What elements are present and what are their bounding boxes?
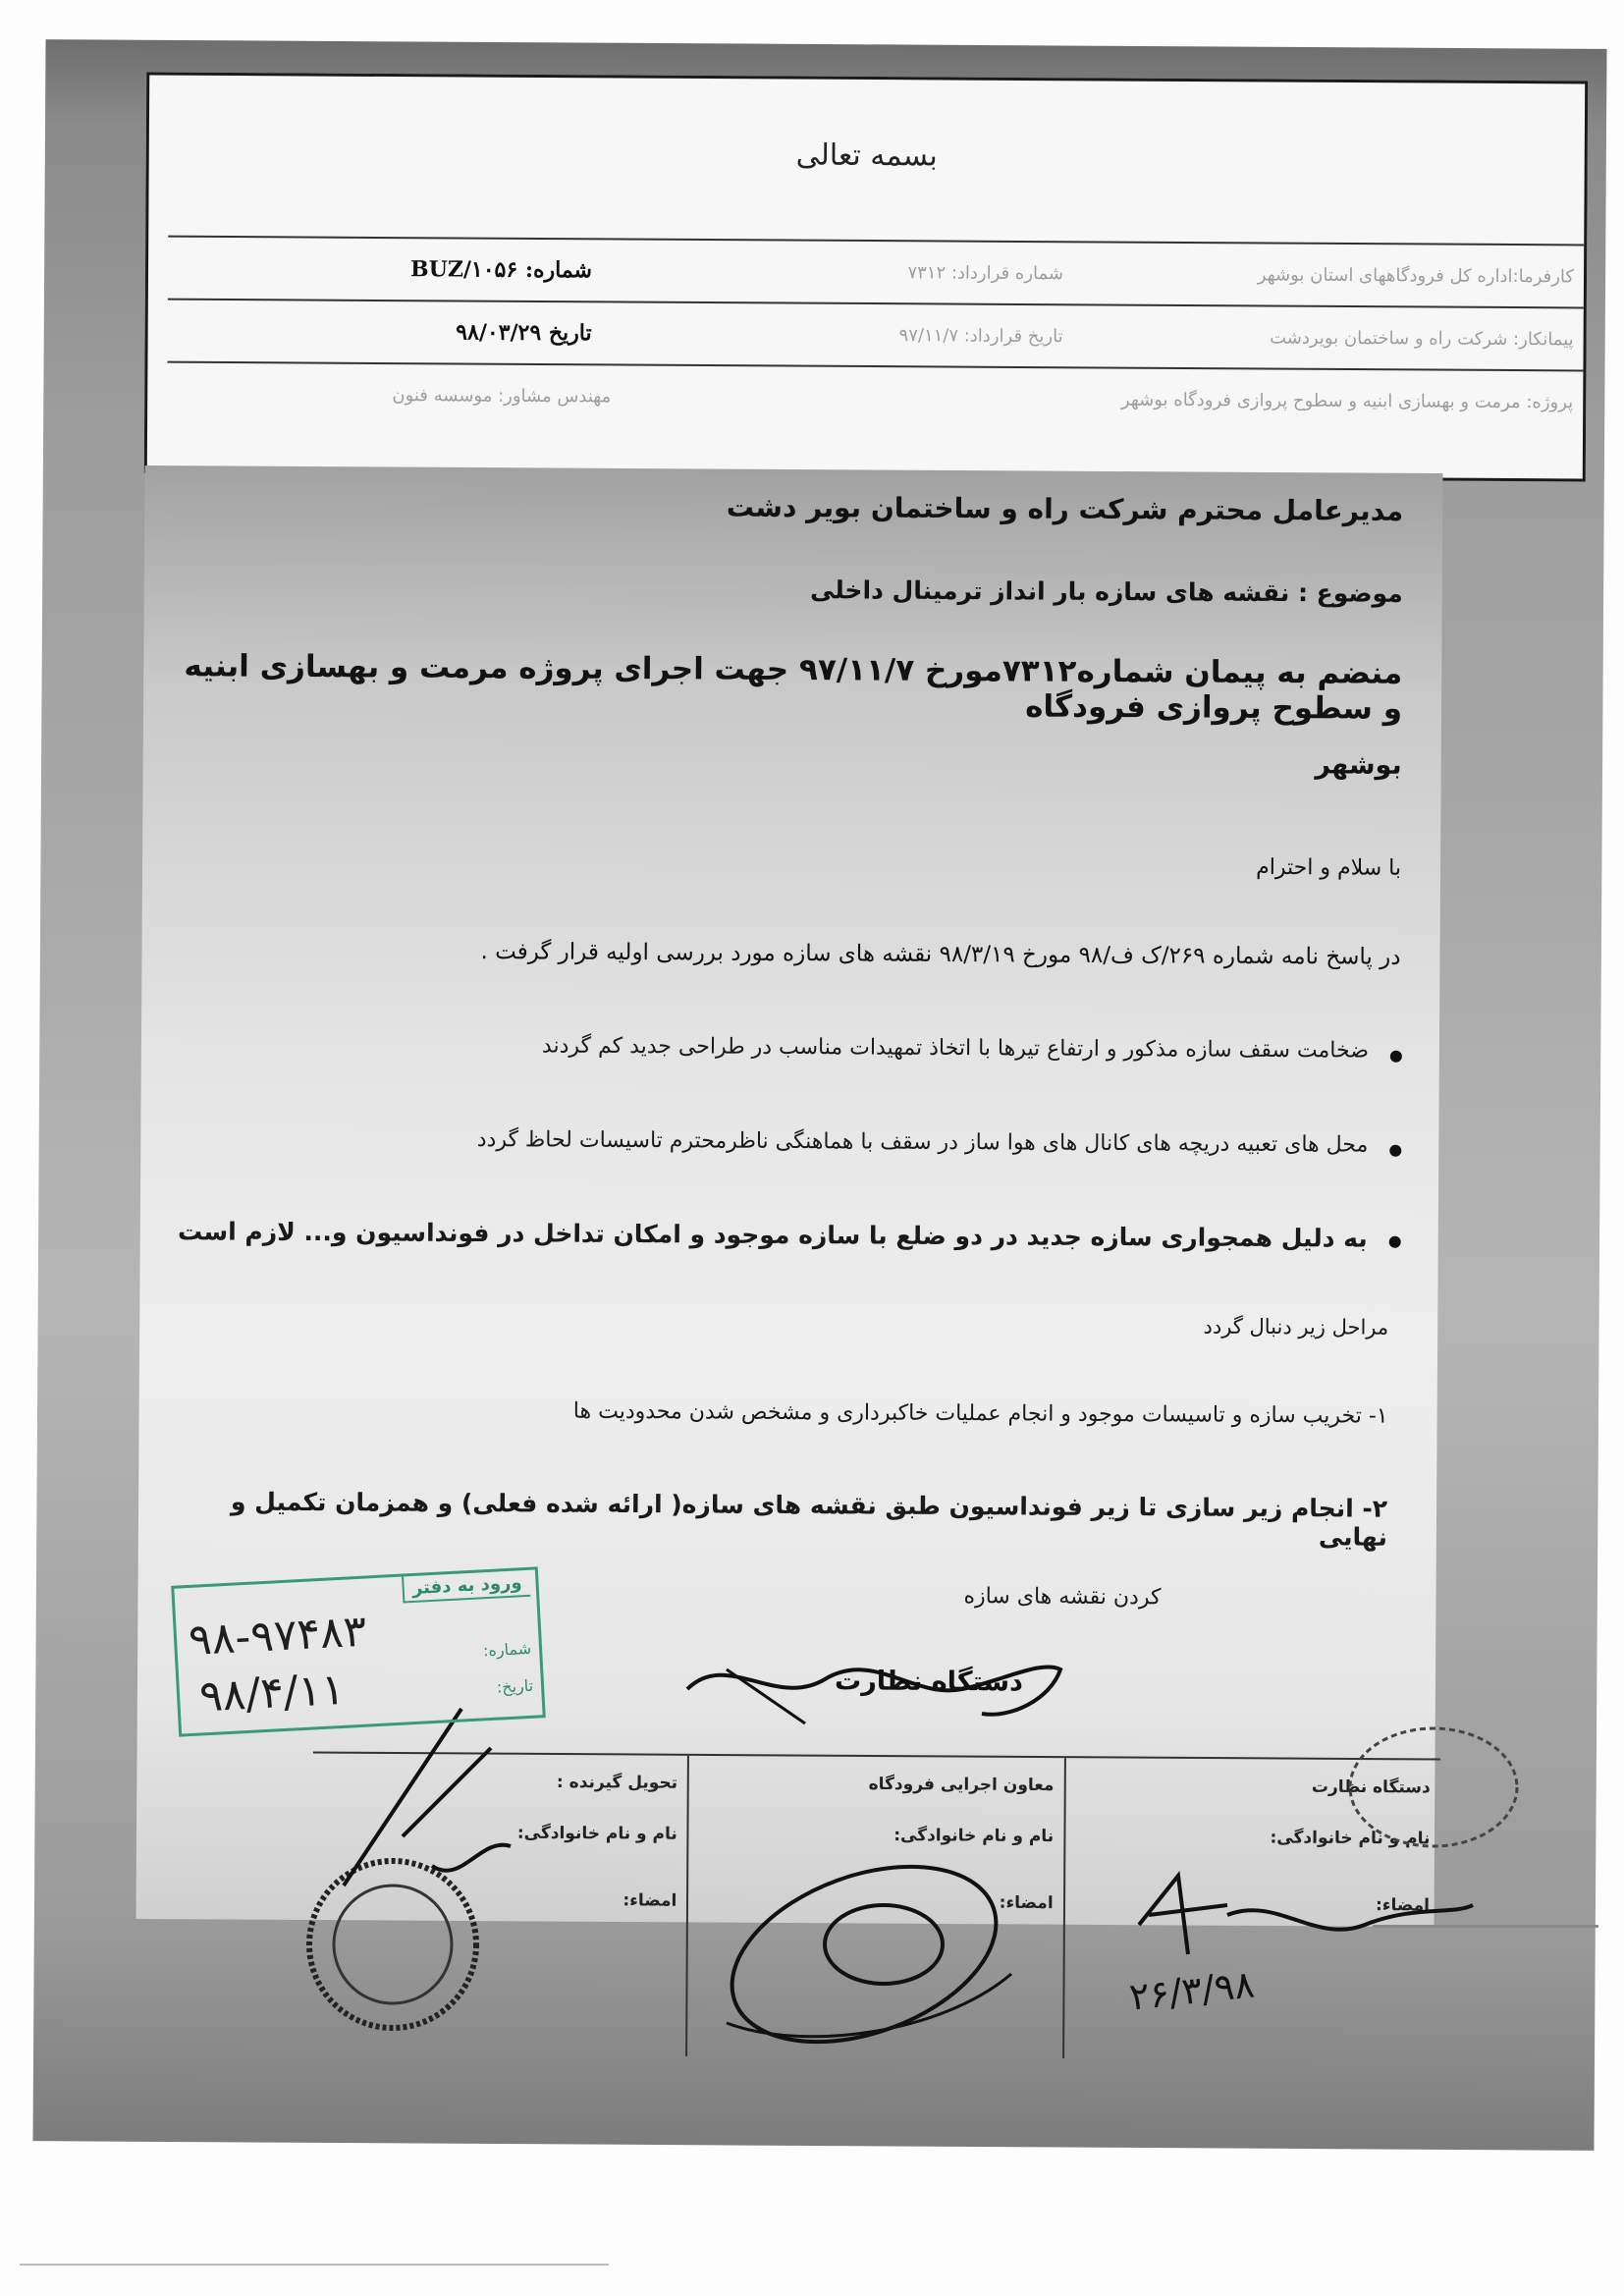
page-edge-mark	[1373, 1925, 1598, 1928]
form-row-3	[167, 363, 1583, 433]
form-row-1	[168, 238, 1584, 309]
stamp-number-label: شماره:	[482, 1638, 532, 1661]
bullet-item: محل های تعبیه دریچه های کانال های هوا ساز در سقف با هماهنگی ناظرمحترم تاسیسات لحاظ گردد	[160, 1125, 1409, 1158]
stamp-date: ۹۸/۴/۱۱	[197, 1664, 347, 1722]
body-paragraph: در پاسخ نامه شماره ۲۶۹/ک ف/۹۸ مورخ ۹۸/۳/۱۹ نقشه های سازه مورد بررسی اولیه قرار گرفت .	[480, 939, 1401, 970]
bottom-scan-line	[20, 2264, 609, 2266]
signoff-title: دستگاه نظارت	[835, 1666, 1024, 1698]
sign-label: امضاء:	[999, 1892, 1054, 1914]
letter-date-field	[168, 318, 602, 347]
project-field: پروژه: مرمت و بهسازی ابنیه و سطوح پروازی فرودگاه بوشهر	[1120, 389, 1574, 412]
numbered-item: ۱- تخریب سازه و تاسیسات موجود و انجام عملیات خاکبرداری و مشخص شدن محدودیت ها	[572, 1398, 1388, 1429]
sign-label: امضاء:	[1375, 1895, 1431, 1916]
stamp-date-label: تاریخ:	[496, 1675, 534, 1697]
contract-number-field: شماره قرارداد: ۷۳۱۲	[907, 261, 1064, 284]
letter-number-label: شماره:	[524, 256, 593, 284]
received-stamp	[171, 1566, 546, 1736]
column-header: دستگاه نظارت	[1311, 1777, 1431, 1798]
bullet-item: به دلیل همجواری سازه جدید در دو ضلع با سازه موجود و امکان تداخل در فونداسیون و... لازم است	[160, 1217, 1409, 1253]
supervisor-signature	[668, 1630, 1080, 1738]
bullet-continuation: مراحل زیر دنبال گردد	[1203, 1314, 1389, 1339]
supervision-seal	[1335, 1709, 1532, 1866]
employer-field: کارفرما:اداره کل فرودگاههای استان بوشهر	[1257, 263, 1575, 287]
letter-number-value: BUZ/۱۰۵۶	[410, 256, 518, 283]
letter-date-label: تاریخ	[548, 320, 592, 347]
deputy-signature	[687, 1827, 1041, 2062]
addressee-line: مدیرعامل محترم شرکت راه و ساختمان بویر دشت	[726, 490, 1404, 527]
receiver-signature-and-seal	[285, 1689, 540, 2043]
greeting-line: با سلام و احترام	[1256, 854, 1402, 881]
letter-number-field	[168, 255, 602, 284]
name-label: نام و نام خانوادگی:	[516, 1823, 677, 1844]
form-header-sheet	[144, 73, 1588, 482]
numbered-item: ۲- انجام زیر سازی تا زیر فونداسیون طبق نقشه های سازه( ارائه شده فعلی) و همزمان تکمیل و نهایی	[230, 1487, 1388, 1552]
handwritten-date: ۲۶/۳/۹۸	[1127, 1962, 1257, 2019]
reference-line-1: منضم به پیمان شماره۷۳۱۲مورخ ۹۷/۱۱/۷ جهت اجرای پروژه مرمت و بهسازی ابنیه و سطوح پروازی فرودگاه	[184, 648, 1403, 727]
reference-line-2: بوشهر	[1315, 749, 1402, 781]
subject-line: موضوع : نقشه های سازه بار انداز ترمینال داخلی	[809, 575, 1403, 608]
letter-date-value: ۹۸/۰۳/۲۹	[456, 319, 542, 346]
bullet-item: ضخامت سقف سازه مذکور و ارتفاع تیرها با اتخاذ تمهیدات مناسب در طراحی جدید کم گردند	[161, 1031, 1410, 1064]
contract-date-field: تاریخ قرارداد: ۹۷/۱۱/۷	[898, 324, 1063, 347]
form-row-2	[167, 301, 1583, 372]
name-label: نام و نام خانوادگی:	[893, 1826, 1055, 1847]
column-header: تحویل گیرنده :	[556, 1773, 678, 1793]
sign-label: امضاء:	[623, 1890, 677, 1911]
form-info-table	[167, 236, 1584, 433]
stamp-header: ورود به دفتر	[402, 1570, 530, 1604]
contractor-field: پیمانکار: شرکت راه و ساختمان بویردشت	[1270, 327, 1574, 350]
form-title: بسمه تعالی	[795, 137, 938, 174]
stamp-number: ۹۸-۹۷۴۸۳	[187, 1606, 368, 1666]
name-label: نام و نام خانوادگی:	[1270, 1828, 1431, 1849]
consultant-field: مهندس مشاور: موسسه فنون	[392, 384, 612, 407]
column-header: معاون اجرایی فرودگاه	[868, 1774, 1055, 1796]
numbered-continuation: کردن نقشه های سازه	[963, 1584, 1162, 1611]
